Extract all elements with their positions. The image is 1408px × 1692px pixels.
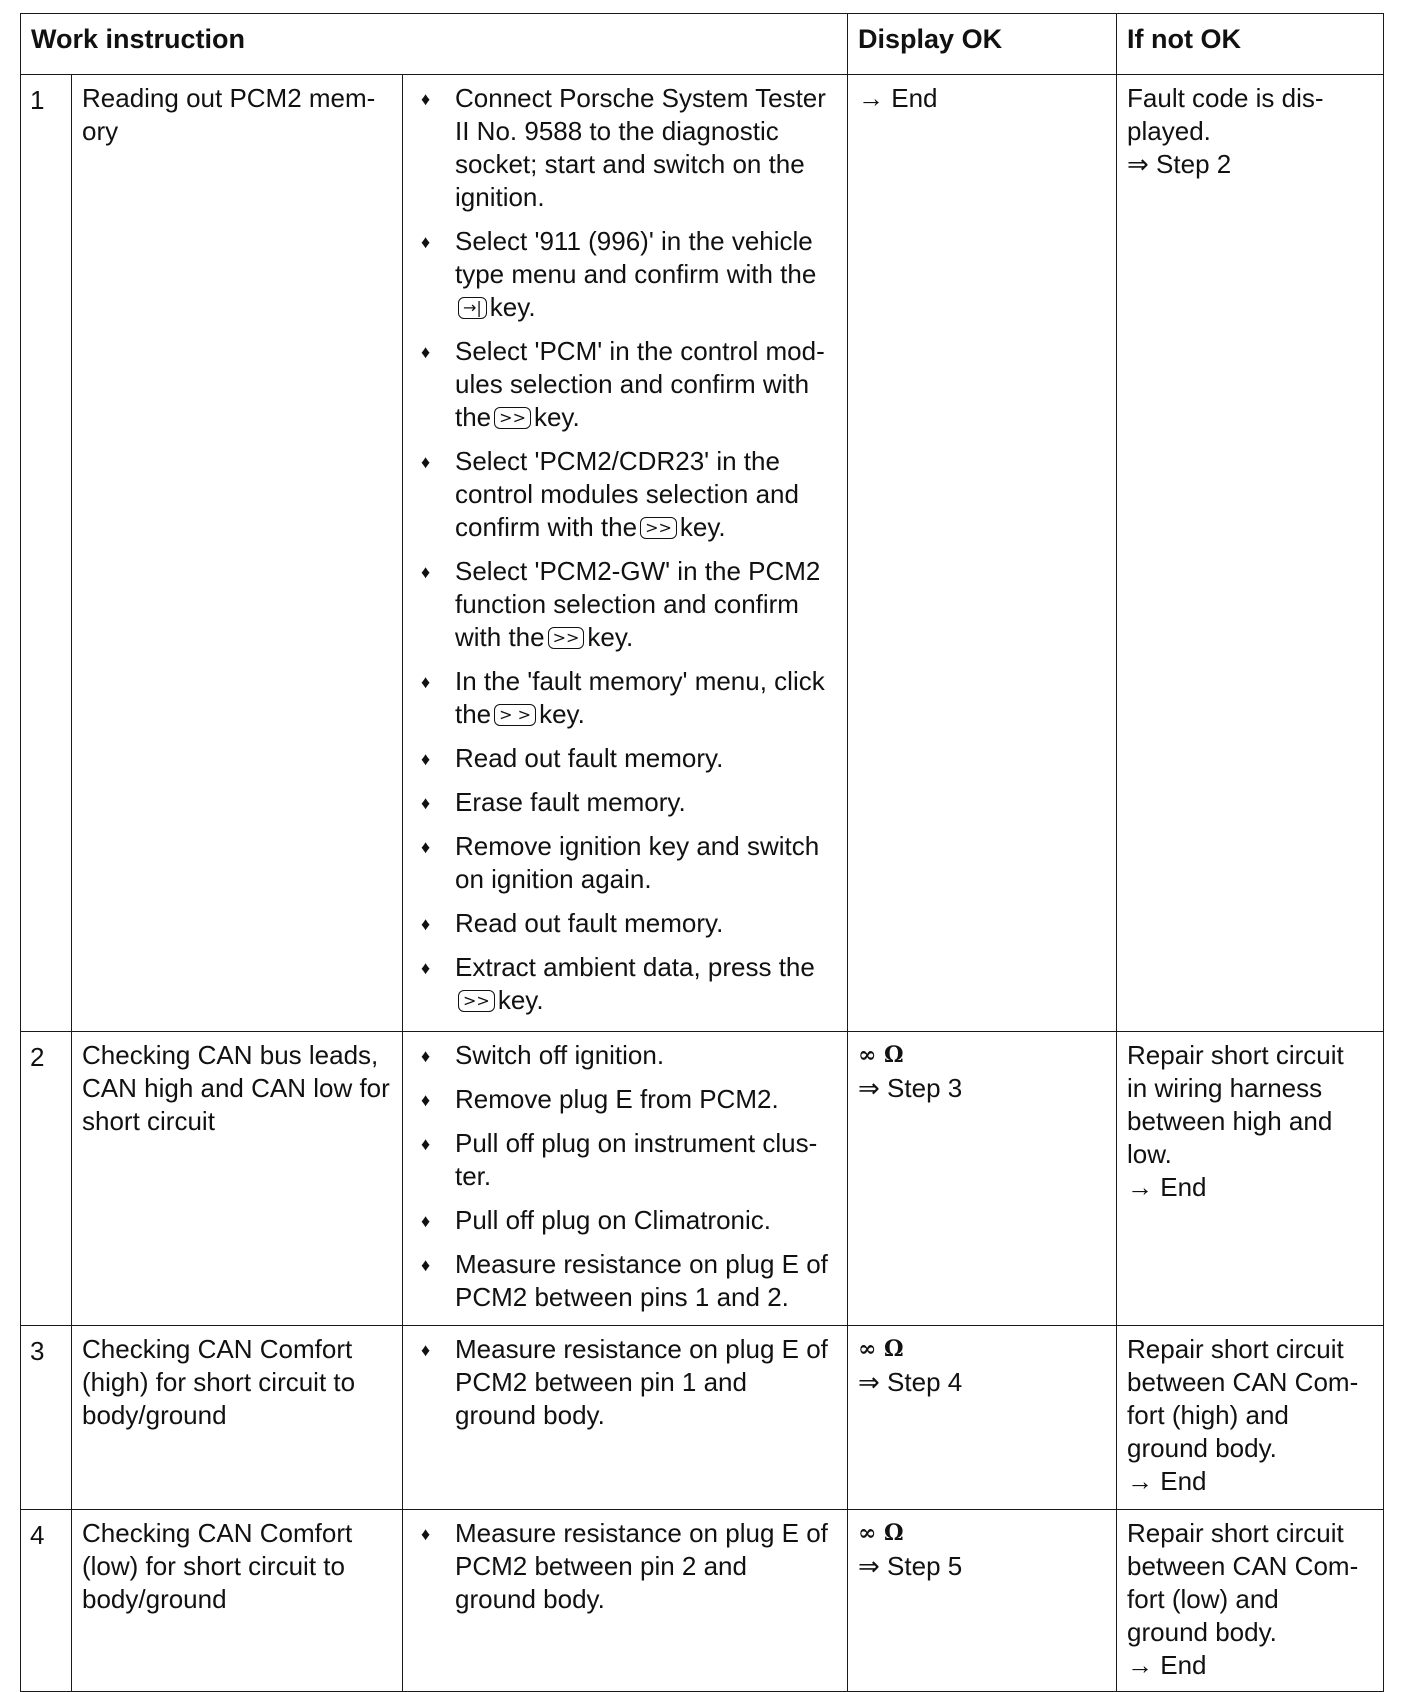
display-ok-line: ∞ Ω (858, 1336, 904, 1362)
header-if-not-ok: If not OK (1117, 14, 1384, 75)
diamond-bullet-icon: ♦ (421, 914, 431, 934)
instruction-text: Extract ambient data, press the (455, 952, 815, 982)
instruction-item (413, 225, 835, 324)
if-not-ok-line: Repair short circuit (1127, 1518, 1344, 1548)
step-instructions (403, 1510, 848, 1692)
if-not-ok-cell (1117, 75, 1384, 1032)
if-not-ok-line: between CAN Com- (1127, 1367, 1359, 1397)
instruction-text: Switch off ignition. (455, 1040, 665, 1070)
instruction-item (413, 1083, 835, 1116)
display-ok-cell (848, 1326, 1117, 1510)
instruction-item (413, 1127, 835, 1193)
if-not-ok-line: → End (1127, 1172, 1207, 1202)
instruction-item (413, 951, 835, 1017)
step-number: 4 (21, 1510, 72, 1692)
display-ok-cell (848, 75, 1117, 1032)
step-instructions (403, 1032, 848, 1326)
instruction-text: Select 'PCM2/CDR23' in the control modules selection and confirm with the (455, 446, 799, 542)
step-row (21, 1032, 1384, 1326)
instruction-item (413, 786, 835, 819)
if-not-ok-line: between high and (1127, 1106, 1333, 1136)
diamond-bullet-icon: ♦ (421, 1134, 431, 1154)
instruction-item (413, 335, 835, 434)
diamond-bullet-icon: ♦ (421, 232, 431, 252)
if-not-ok-line: Repair short circuit (1127, 1040, 1344, 1070)
step-title: Checking CAN Comfort (high) for short circuit to body/ground (72, 1326, 403, 1510)
instruction-text: Read out fault memory. (455, 908, 724, 938)
diamond-bullet-icon: ♦ (421, 1340, 431, 1360)
instruction-text: Remove ignition key and switch on ignition again. (455, 831, 820, 894)
instruction-text: Read out fault memory. (455, 743, 724, 773)
step-number: 1 (21, 75, 72, 1032)
instruction-text: Measure resistance on plug E of PCM2 between pin 1 and ground body. (455, 1334, 828, 1430)
diamond-bullet-icon: ♦ (421, 342, 431, 362)
if-not-ok-line: fort (low) and (1127, 1584, 1279, 1614)
display-ok-line: ⇒ Step 5 (858, 1551, 963, 1581)
step-instructions (403, 75, 848, 1032)
if-not-ok-line: → End (1127, 1650, 1207, 1680)
instruction-item (413, 1333, 835, 1432)
diamond-bullet-icon: ♦ (421, 749, 431, 769)
display-ok-line: ∞ Ω (858, 1042, 904, 1068)
if-not-ok-cell (1117, 1032, 1384, 1326)
tester-key-icon: →| (458, 297, 487, 319)
instruction-text: Measure resistance on plug E of PCM2 between pin 2 and ground body. (455, 1518, 828, 1614)
instruction-item (413, 742, 835, 775)
display-ok-line: ∞ Ω (858, 1520, 904, 1546)
header-row (21, 14, 1384, 75)
if-not-ok-line: Fault code is dis- (1127, 83, 1324, 113)
instruction-item (413, 1204, 835, 1237)
instruction-item (413, 555, 835, 654)
instruction-text-after: key. (489, 292, 536, 322)
diamond-bullet-icon: ♦ (421, 89, 431, 109)
steps-body (21, 75, 1384, 1692)
instruction-text: Pull off plug on instrument clus-ter. (455, 1128, 818, 1191)
instruction-item (413, 830, 835, 896)
instruction-text: In the 'fault memory' menu, click the (455, 666, 825, 729)
instruction-item (413, 82, 835, 214)
display-ok-line: ⇒ Step 4 (858, 1367, 963, 1397)
instruction-item (413, 1517, 835, 1616)
if-not-ok-cell (1117, 1510, 1384, 1692)
instruction-text: Pull off plug on Climatronic. (455, 1205, 772, 1235)
instruction-item (413, 1248, 835, 1314)
display-ok-cell (848, 1032, 1117, 1326)
if-not-ok-line: fort (high) and (1127, 1400, 1289, 1430)
step-number: 2 (21, 1032, 72, 1326)
tester-key-icon: >> (458, 990, 495, 1012)
if-not-ok-line: ground body. (1127, 1433, 1277, 1463)
diamond-bullet-icon: ♦ (421, 562, 431, 582)
if-not-ok-line: in wiring harness (1127, 1073, 1323, 1103)
instruction-item (413, 907, 835, 940)
instruction-item (413, 445, 835, 544)
display-ok-line: → End (858, 83, 938, 113)
instruction-text: Connect Porsche System Tester II No. 9588 to the diagnostic socket; start and switch on the ignition. (455, 83, 826, 212)
if-not-ok-line: played. (1127, 116, 1211, 146)
header-work-instruction: Work instruction (21, 14, 848, 75)
diamond-bullet-icon: ♦ (421, 1046, 431, 1066)
diamond-bullet-icon: ♦ (421, 837, 431, 857)
if-not-ok-line: between CAN Com- (1127, 1551, 1359, 1581)
diamond-bullet-icon: ♦ (421, 1524, 431, 1544)
tester-key-icon: >> (494, 407, 531, 429)
instruction-list (413, 82, 835, 1017)
step-instructions (403, 1326, 848, 1510)
instruction-text-after: key. (539, 699, 585, 729)
instruction-text: Select 'PCM2-GW' in the PCM2 function selection and confirm with the (455, 556, 821, 652)
instruction-text: Select '911 (996)' in the vehicle type menu and confirm with the (455, 226, 817, 289)
diamond-bullet-icon: ♦ (421, 958, 431, 978)
if-not-ok-line: → End (1127, 1466, 1207, 1496)
diamond-bullet-icon: ♦ (421, 793, 431, 813)
if-not-ok-line: Repair short circuit (1127, 1334, 1344, 1364)
step-title: Reading out PCM2 mem-ory (72, 75, 403, 1032)
diamond-bullet-icon: ♦ (421, 1211, 431, 1231)
display-ok-line: ⇒ Step 3 (858, 1073, 963, 1103)
diamond-bullet-icon: ♦ (421, 1090, 431, 1110)
instruction-text-after: key. (587, 622, 634, 652)
instruction-text: Erase fault memory. (455, 787, 686, 817)
instruction-text: Select 'PCM' in the control mod-ules selection and confirm with the (455, 336, 825, 432)
instruction-list (413, 1333, 835, 1432)
diamond-bullet-icon: ♦ (421, 452, 431, 472)
step-row (21, 75, 1384, 1032)
step-title: Checking CAN bus leads, CAN high and CAN low for short circuit (72, 1032, 403, 1326)
if-not-ok-line: ground body. (1127, 1617, 1277, 1647)
instruction-item (413, 665, 835, 731)
instruction-list (413, 1517, 835, 1616)
step-title: Checking CAN Comfort (low) for short circuit to body/ground (72, 1510, 403, 1692)
if-not-ok-line: low. (1127, 1139, 1172, 1169)
instruction-text-after: key. (533, 402, 580, 432)
tester-key-icon: >> (640, 517, 677, 539)
step-row (21, 1510, 1384, 1692)
instruction-text-after: key. (679, 512, 726, 542)
diamond-bullet-icon: ♦ (421, 1255, 431, 1275)
instruction-text-after: key. (497, 985, 544, 1015)
tester-key-icon: > > (494, 704, 536, 726)
if-not-ok-line: ⇒ Step 2 (1127, 149, 1232, 179)
step-row (21, 1326, 1384, 1510)
work-instruction-table (20, 13, 1384, 1692)
instruction-item (413, 1039, 835, 1072)
step-number: 3 (21, 1326, 72, 1510)
tester-key-icon: >> (548, 627, 585, 649)
header-display-ok: Display OK (848, 14, 1117, 75)
if-not-ok-cell (1117, 1326, 1384, 1510)
diamond-bullet-icon: ♦ (421, 672, 431, 692)
display-ok-cell (848, 1510, 1117, 1692)
instruction-text: Remove plug E from PCM2. (455, 1084, 779, 1114)
instruction-list (413, 1039, 835, 1314)
instruction-text: Measure resistance on plug E of PCM2 between pins 1 and 2. (455, 1249, 828, 1312)
